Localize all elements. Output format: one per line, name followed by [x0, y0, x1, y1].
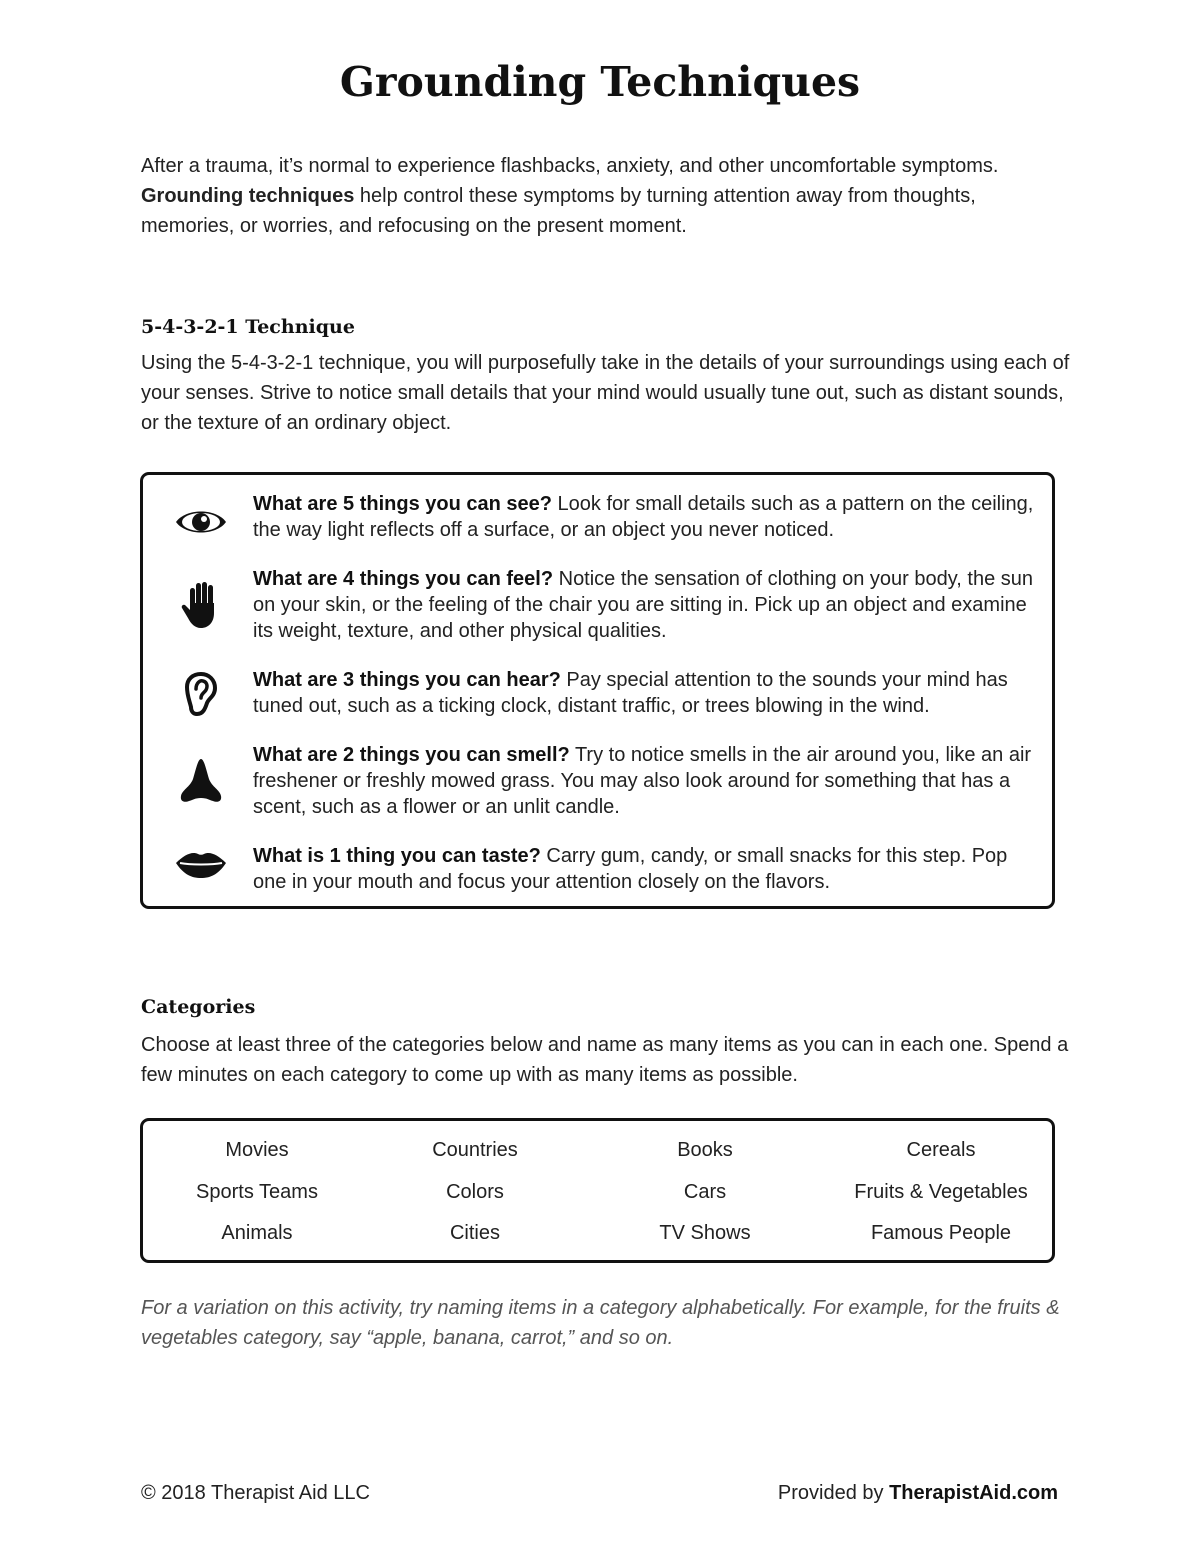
- hand-icon: [173, 580, 229, 630]
- nose-icon: [173, 756, 229, 806]
- category-item: Books: [677, 1139, 733, 1161]
- category-item: Animals: [221, 1222, 293, 1244]
- sense-text-smell: [253, 742, 1043, 820]
- category-item: Colors: [446, 1181, 504, 1203]
- categories-heading: Categories: [141, 996, 256, 1018]
- intro-text-start: After a trauma, it’s normal to experience flashbacks, anxiety, and other uncomfortable symptoms.: [141, 155, 999, 177]
- sense-question-feel: What are 4 things you can feel?: [253, 568, 554, 590]
- sense-text-feel: [253, 566, 1043, 644]
- sense-question-hear: What are 3 things you can hear?: [253, 669, 561, 691]
- intro-text-end: help control these symptoms by turning attention away from thoughts, memories, or worries, and refocusing on the present moment.: [141, 185, 976, 237]
- sense-detail-hear: Pay special attention to the sounds your mind has tuned out, such as a ticking clock, distant traffic, or trees blowing in the wind.: [253, 669, 1008, 717]
- page-title: Grounding Techniques: [339, 58, 861, 106]
- sense-question-smell: What are 2 things you can smell?: [253, 744, 570, 766]
- technique-description: Using the 5-4-3-2-1 technique, you will purposefully take in the details of your surroundings using each of your senses. Strive to notice small details that your mind would usually tune out, such as distant sounds, or the texture of an ordinary object.: [141, 352, 1070, 434]
- categories-box: [140, 1118, 1055, 1263]
- footer-copyright: © 2018 Therapist Aid LLC: [141, 1482, 370, 1504]
- sense-question-taste: What is 1 thing you can taste?: [253, 845, 541, 867]
- category-item: Sports Teams: [196, 1181, 318, 1203]
- footer-provided-by-label: Provided by: [777, 1482, 890, 1504]
- sense-detail-taste: Carry gum, candy, or small snacks for this step. Pop one in your mouth and focus your attention closely on the flavors.: [253, 845, 1008, 893]
- technique-heading: 5-4-3-2-1 Technique: [141, 316, 355, 338]
- sense-text-taste: [253, 843, 1043, 895]
- category-item: Cars: [683, 1181, 727, 1203]
- variation-note: For a variation on this activity, try naming items in a category alphabetically. For example, for the fruits & vegetables category, say “apple, banana, carrot,” and so on.: [141, 1297, 1060, 1349]
- intro-paragraph: [141, 151, 1071, 241]
- sense-question-see: What are 5 things you can see?: [253, 493, 552, 515]
- category-item: TV Shows: [659, 1222, 751, 1244]
- sense-detail-feel: Notice the sensation of clothing on your body, the sun on your skin, or the feeling of the chair you are sitting in. Pick up an object and examine its weight, texture, and other physical qualities.: [253, 568, 1033, 642]
- sense-text-hear: [253, 667, 1043, 719]
- category-item: Cities: [449, 1222, 500, 1244]
- category-item: Famous People: [870, 1222, 1012, 1244]
- sense-text-see: [253, 491, 1043, 543]
- eye-icon: [173, 497, 229, 547]
- intro-bold-term: Grounding techniques: [141, 185, 355, 207]
- footer-site-link[interactable]: TherapistAid.com: [889, 1482, 1058, 1504]
- category-item: Movies: [225, 1139, 289, 1161]
- lips-icon: [173, 839, 229, 889]
- category-item: Fruits & Vegetables: [854, 1181, 1028, 1203]
- category-item: Countries: [432, 1139, 518, 1161]
- ear-icon: [173, 669, 229, 719]
- category-item: Cereals: [906, 1139, 976, 1161]
- senses-box: [140, 472, 1055, 909]
- sense-detail-see: Look for small details such as a pattern on the ceiling, the way light reflects off a surface, or an object you never noticed.: [253, 493, 1034, 541]
- footer-provider: [778, 1482, 1058, 1505]
- sense-detail-smell: Try to notice smells in the air around you, like an air freshener or freshly mowed grass. You may also look around for something that has a scent, such as a flower or an unlit candle.: [253, 744, 1032, 818]
- categories-description: Choose at least three of the categories below and name as many items as you can in each one. Spend a few minutes on each category to come up with as many items as possible.: [141, 1034, 1069, 1086]
